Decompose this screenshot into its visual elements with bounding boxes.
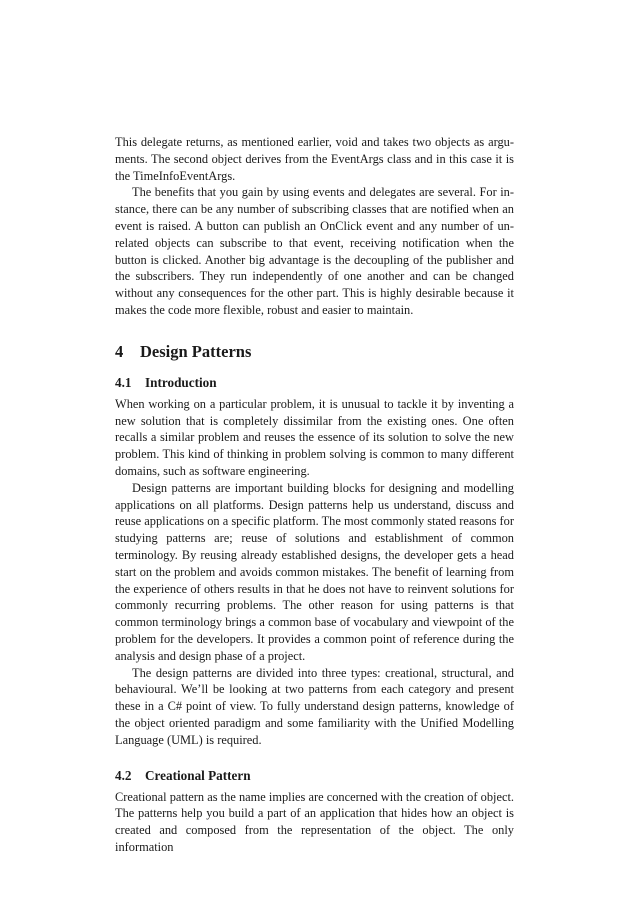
intro-paragraph: This delegate returns, as mentioned earlier, void and takes two objects as arguments. The second object derives from the EventArgs class and in this case it is the TimeInfoEventArgs. — [115, 135, 514, 183]
subsection-title: Creational Pattern — [145, 767, 251, 783]
subsection-title: Introduction — [145, 374, 217, 390]
subsection-heading-creational-pattern — [115, 767, 514, 784]
body-paragraph: The design patterns are divided into three types: creational, structural, and behavioural. We’ll be looking at two patterns from each category and present these in a C# point of view. To fully understand design patterns, knowledge of the object oriented paradigm and some familiarity with the Unified Modelling Language (UML) is required. — [115, 665, 514, 747]
body-paragraph: When working on a particular problem, it is unusual to tackle it by inventing a new solution that is completely dissimilar from the existing ones. One often recalls a similar problem and reuses the essence of its solution to solve the new problem. This kind of thinking in problem solving is common to many different domains, such as software engineering. — [115, 396, 514, 478]
body-paragraph: Design patterns are important building blocks for designing and modelling applications on all platforms. Design patterns help us understand, discuss and reuse applications on a specific platform. The most commonly stated reasons for studying patterns are; reuse of solutions and establishment of common terminology. By reusing already established designs, the developer gets a head start on the problem and avoids common mistakes. The benefit of learning from the experience of others results in that he does not have to reinvent solutions for commonly recurring problems. The other reason for using patterns is that common terminology brings a common base of vocabulary and viewpoint of the problem for the developers. It provides a common point of reference during the analysis and design phase of a project. — [115, 480, 514, 663]
subsection-number: 4.2 — [115, 767, 132, 783]
intro-paragraph: The benefits that you gain by using events and delegates are several. For instance, there can be any number of subscribing classes that are notified when an event is raised. A button can publish an OnClick event and any number of unrelated objects can subscribe to that event, receiving notification when the button is clicked. Another big advantage is the decoupling of the publisher and the subscribers. They run independently of one another and can be changed without any consequences for the other part. This is highly desirable because it makes the code more flexible, robust and easier to maintain. — [115, 185, 514, 317]
subsection-heading-introduction — [115, 374, 514, 391]
subsection-number: 4.1 — [115, 374, 132, 390]
section-title: Design Patterns — [140, 341, 252, 361]
section-heading — [115, 342, 514, 362]
section-number: 4 — [115, 341, 124, 361]
body-paragraph: Creational pattern as the name implies are concerned with the creation of object. The patterns help you build a part of an application that hides how an object is created and composed from the representation of the object. The only information — [115, 789, 514, 854]
page-body — [115, 134, 514, 856]
